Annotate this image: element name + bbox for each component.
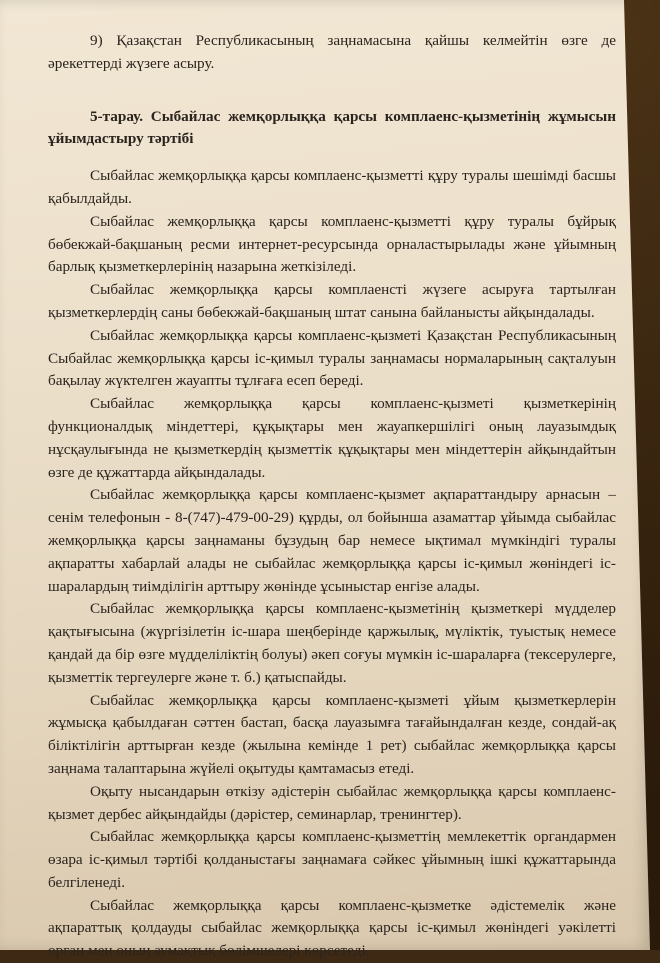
paragraph: Сыбайлас жемқорлыққа қарсы комплаенс-қызметінің қызметкері мүдделер қақтығысына (жүргізілетін іс-шара шеңберінде қаржылық, мүліктік, туыстық немесе қандай да бір өзге мүдделіліктің болуы) әкеп соғуы мүмкін іс-шараларға (тексерулерге, қызметтік тергеулерге және т. б.) қатыспайды. [48, 600, 616, 686]
paragraph: Сыбайлас жемқорлыққа қарсы комплаенс-қызметтің мемлекеттік органдармен өзара іс-қимыл тәртібі қолданыстағы заңнамаға сәйкес ұйымның ішкі құжаттарында белгіленеді. [48, 828, 616, 891]
section-title: 5-тарау. Сыбайлас жемқорлыққа қарсы комплаенс-қызметінің жұмысын ұйымдастыру тәртібі [48, 107, 616, 148]
item-9: 9) Қазақстан Республикасының заңнамасына қайшы келмейтін өзге де әрекеттерді жүзеге асыру. [48, 32, 616, 72]
paragraph: Сыбайлас жемқорлыққа қарсы комплаенс-қызметті құру туралы бұйрық бөбекжай-бақшаның ресми интернет-ресурсында орналастырылады және ұйымның барлық қызметкерлерінің назарына жеткізіледі. [48, 212, 616, 276]
document-body [48, 30, 616, 960]
paragraph: Оқыту нысандарын өткізу әдістерін сыбайлас жемқорлыққа қарсы комплаенс-қызмет дербес айқындайды (дәрістер, семинарлар, тренингтер). [48, 782, 616, 823]
paragraph: Сыбайлас жемқорлыққа қарсы комплаенс-қызметі ұйым қызметкерлерін жұмысқа қабылдаған сәттен бастап, басқа лауазымға тағайындалған кезде, сондай-ақ біліктілігін арттырған кезде (жылына кемінде 1 рет) сыбайлас жемқорлыққа қарсы заңнама талаптарына жүйелі оқытуды қамтамасыз етеді. [48, 691, 616, 777]
paragraph: Сыбайлас жемқорлыққа қарсы комплаенс-қызметі қызметкерінің функционалдық міндеттері, құқықтары мен жауапкершілігі оның лауазымдық нұсқаулығында не қызметкердің қызметтік құқықтары мен міндеттерін айқындайтын өзге де құжаттарда айқындалады. [48, 395, 616, 481]
paragraph: Сыбайлас жемқорлыққа қарсы комплаенс-қызметке әдістемелік және ақпараттық қолдауды сыбайлас жемқорлыққа қарсы іс-қимыл жөніндегі уәкілетті орган мен оның аумақтық бөлімшелері көрсетеді. [48, 896, 616, 960]
paragraph: Сыбайлас жемқорлыққа қарсы комплаенс-қызметі Қазақстан Республикасының Сыбайлас жемқорлыққа қарсы іс-қимыл туралы заңнамасы нормаларының сақталуын бақылау жүктелген жауапты тұлғаға есеп береді. [48, 326, 616, 390]
paragraph: Сыбайлас жемқорлыққа қарсы комплаенс-қызметті құру туралы шешімді басшы қабылдайды. [48, 167, 616, 207]
paragraph: Сыбайлас жемқорлыққа қарсы комплаенс-қызмет ақпараттандыру арнасын – сенім телефонын - 8-(747)-479-00-29) құрды, ол бойынша азаматтар ұйымда сыбайлас жемқорлыққа қарсы заңнаманы бұзудың бар немесе ықтимал мүмкіндігі туралы ақпаратты хабарлай алады не сыбайлас жемқорлыққа қарсы іс-қимыл жөніндегі іс-шаралардың тиімділігін арттыру жөнінде ұсыныстар енгізе алады. [48, 486, 616, 595]
paragraph: Сыбайлас жемқорлыққа қарсы комплаенсті жүзеге асыруға тартылған қызметкерлердің саны бөбекжай-бақшаның штат санына байланысты айқындалады. [48, 281, 616, 321]
